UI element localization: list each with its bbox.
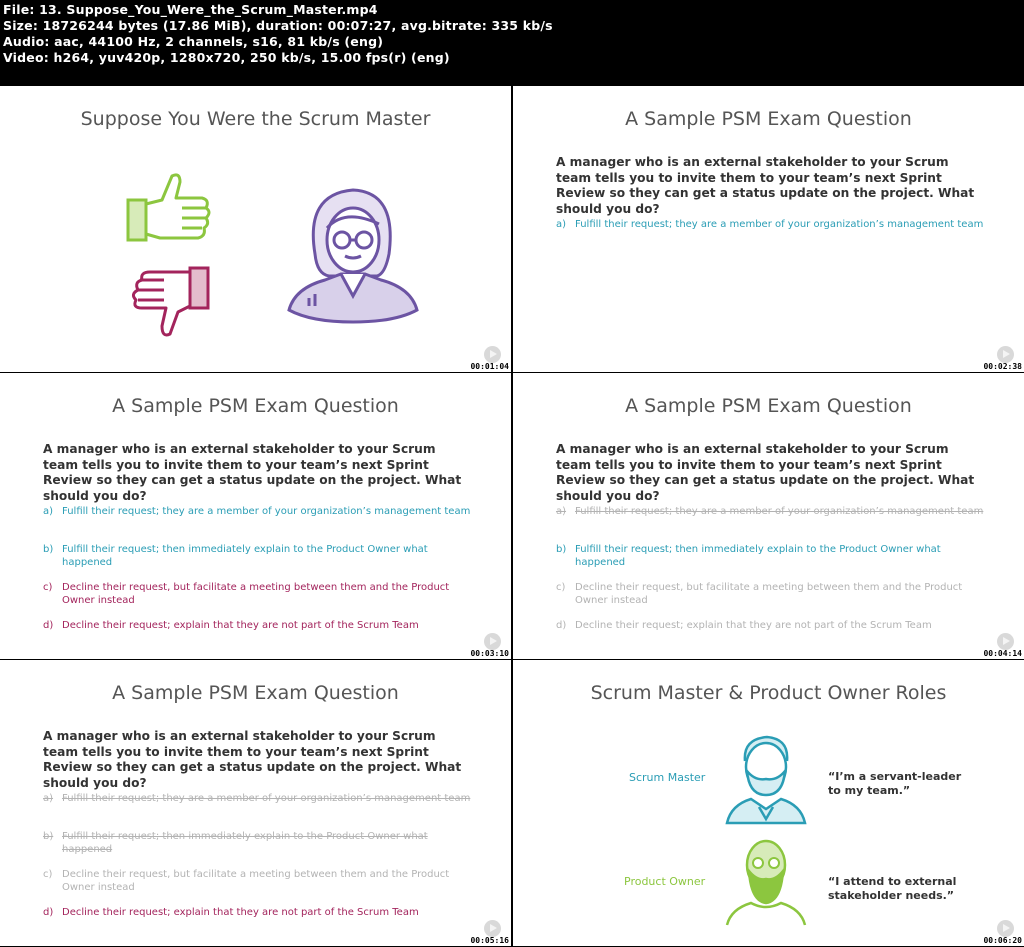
thumbs-up-icon: [120, 170, 220, 245]
option-b: b) Fulfill their request; then immediately explain to the Product Owner what happened: [43, 831, 428, 855]
slide-title: A Sample PSM Exam Question: [112, 395, 399, 417]
thumbnail-3[interactable]: [0, 373, 511, 659]
exam-question: A manager who is an external stakeholder to your Scrum team tells you to invite them to your team’s next Sprint Review so they can get a status update on the project. What should you do?: [556, 442, 975, 503]
play-watermark-icon: [997, 346, 1014, 363]
option-a: a) Fulfill their request; they are a member of your organization’s management team: [43, 506, 471, 517]
thumbnail-4[interactable]: [513, 373, 1024, 659]
slide-title: A Sample PSM Exam Question: [112, 682, 399, 704]
exam-question: A manager who is an external stakeholder to your Scrum team tells you to invite them to your team’s next Sprint Review so they can get a status update on the project. What should you do?: [556, 155, 975, 216]
play-watermark-icon: [997, 633, 1014, 650]
option-a: a) Fulfill their request; they are a member of your organization’s management team: [43, 793, 471, 804]
video-info-header: [0, 0, 1024, 84]
option-c: c) Decline their request, but facilitate a meeting between them and the Product Owner instead: [43, 869, 450, 893]
slide-title: Scrum Master & Product Owner Roles: [590, 682, 947, 704]
size-line: Size: 18726244 bytes (17.86 MiB), duration: 00:07:27, avg.bitrate: 335 kb/s: [3, 18, 553, 33]
timestamp: 00:01:04: [470, 362, 509, 371]
slide-title: A Sample PSM Exam Question: [625, 108, 912, 130]
scrum-master-quote: “I’m a servant-leader to my team.”: [828, 770, 962, 797]
play-watermark-icon: [484, 633, 501, 650]
product-owner-label: Product Owner: [624, 875, 706, 888]
file-line: File: 13. Suppose_You_Were_the_Scrum_Master.mp4: [3, 2, 378, 17]
option-a: a) Fulfill their request; they are a member of your organization’s management team: [556, 506, 984, 517]
option-c: c) Decline their request, but facilitate a meeting between them and the Product Owner instead: [43, 582, 450, 606]
option-a: a) Fulfill their request; they are a member of your organization’s management team: [556, 219, 984, 230]
exam-question: A manager who is an external stakeholder to your Scrum team tells you to invite them to your team’s next Sprint Review so they can get a status update on the project. What should you do?: [43, 729, 462, 790]
play-watermark-icon: [484, 920, 501, 937]
product-owner-quote: “I attend to external stakeholder needs.”: [828, 875, 957, 902]
thumbnail-6[interactable]: [513, 660, 1024, 946]
slide-title: Suppose You Were the Scrum Master: [80, 108, 431, 130]
option-d: d) Decline their request; explain that they are not part of the Scrum Team: [43, 620, 419, 631]
play-watermark-icon: [484, 346, 501, 363]
option-d: d) Decline their request; explain that they are not part of the Scrum Team: [556, 620, 932, 631]
thumbnail-1[interactable]: [0, 86, 511, 372]
option-b: b) Fulfill their request; then immediately explain to the Product Owner what happened: [43, 544, 428, 568]
thumbnail-2[interactable]: [513, 86, 1024, 372]
audio-line: Audio: aac, 44100 Hz, 2 channels, s16, 81 kb/s (eng): [3, 34, 384, 49]
play-watermark-icon: [997, 920, 1014, 937]
option-d: d) Decline their request; explain that they are not part of the Scrum Team: [43, 907, 419, 918]
option-b: b) Fulfill their request; then immediately explain to the Product Owner what happened: [556, 544, 941, 568]
bald-bearded-man-icon: [723, 835, 809, 927]
thumbs-down-icon: [120, 262, 220, 342]
video-line: Video: h264, yuv420p, 1280x720, 250 kb/s, 15.00 fps(r) (eng): [3, 50, 450, 65]
option-c: c) Decline their request, but facilitate a meeting between them and the Product Owner instead: [556, 582, 963, 606]
timestamp: 00:03:10: [470, 649, 509, 658]
timestamp: 00:02:38: [983, 362, 1022, 371]
scrum-master-woman-icon: [285, 184, 420, 324]
timestamp: 00:04:14: [983, 649, 1022, 658]
exam-question: A manager who is an external stakeholder to your Scrum team tells you to invite them to your team’s next Sprint Review so they can get a status update on the project. What should you do?: [43, 442, 462, 503]
slide-title: A Sample PSM Exam Question: [625, 395, 912, 417]
timestamp: 00:06:20: [983, 936, 1022, 945]
bearded-man-icon: [723, 733, 809, 825]
timestamp: 00:05:16: [470, 936, 509, 945]
thumbnail-5[interactable]: [0, 660, 511, 946]
scrum-master-label: Scrum Master: [629, 771, 706, 784]
